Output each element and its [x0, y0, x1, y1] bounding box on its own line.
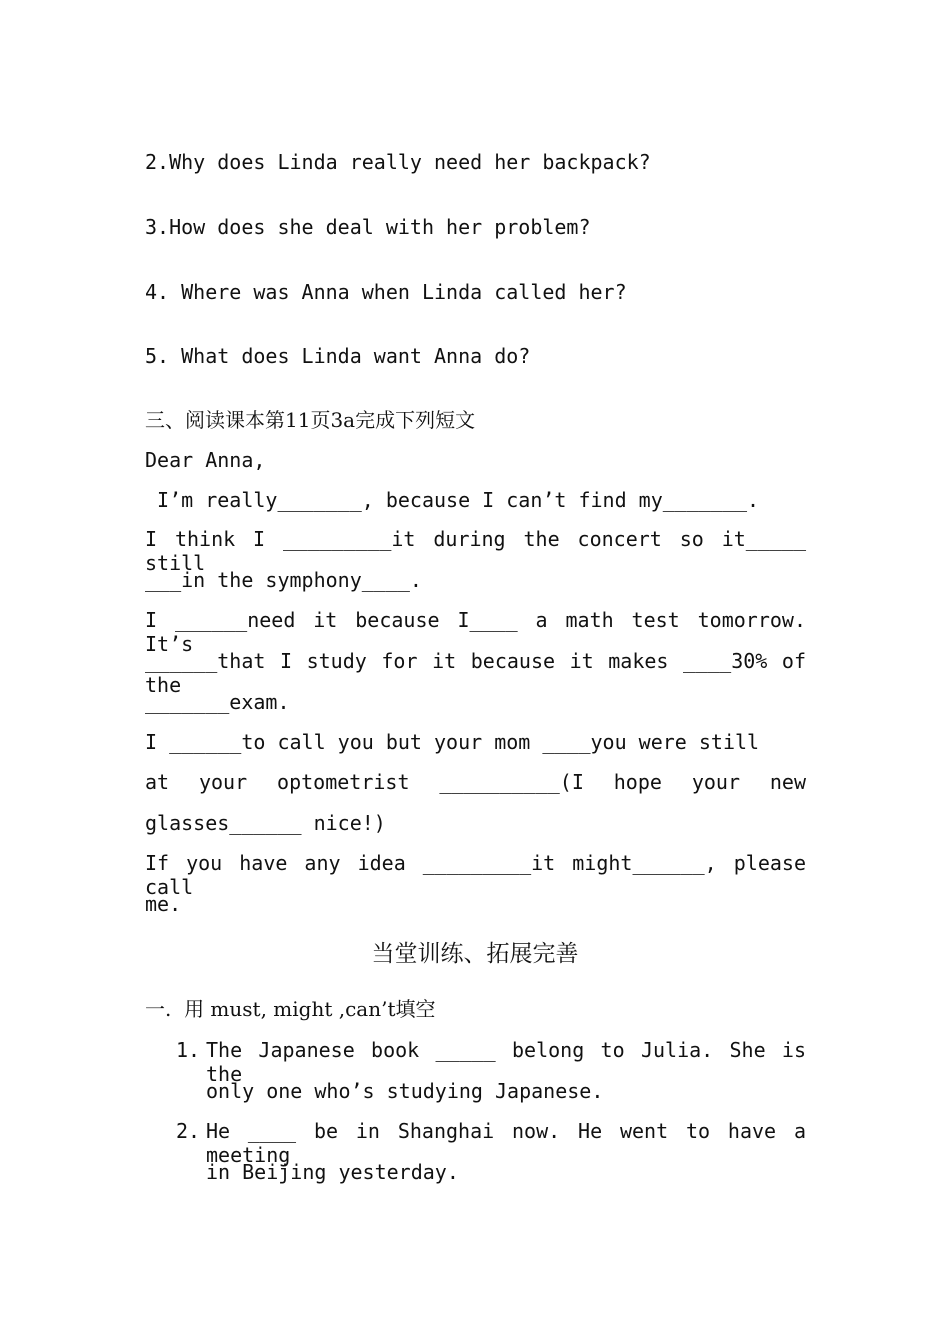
item-text: The Japanese book _____ belong to Julia. She is the [206, 1038, 806, 1086]
letter-greeting: Dear Anna, [145, 448, 266, 472]
item-text-continued: only one who’s studying Japanese. [206, 1079, 604, 1103]
letter-line: ______that I study for it because it makes ____30% of the [145, 649, 806, 697]
letter-line: If you have any idea _________it might______, please call [145, 851, 806, 899]
question-5: 5. What does Linda want Anna do? [145, 344, 531, 368]
letter-line: I ______need it because I____ a math test tomorrow. It’s [145, 608, 806, 656]
letter-line: I think I _________it during the concert so it_____ still [145, 527, 806, 575]
letter-line: I ______to call you but your mom ____you were still [145, 730, 760, 754]
letter-line: at your optometrist __________(I hope your new [145, 770, 806, 794]
section-3-title: 三、阅读课本第11页3a完成下列短文 [145, 408, 476, 432]
letter-line: ___in the symphony____. [145, 568, 422, 592]
item-text-continued: in Beijing yesterday. [206, 1160, 459, 1184]
letter-line: glasses______ nice!) [145, 811, 386, 835]
question-2: 2.Why does Linda really need her backpack? [145, 150, 651, 174]
letter-line: me. [145, 892, 182, 916]
question-3: 3.How does she deal with her problem? [145, 215, 591, 239]
practice-heading: 当堂训练、拓展完善 [371, 941, 579, 967]
letter-line: I’m really_______, because I can’t find my_______. [145, 488, 760, 512]
item-number: 2. [176, 1119, 201, 1143]
exercise-title: 一. 用 must, might ,can’t填空 [145, 997, 436, 1021]
question-4: 4. Where was Anna when Linda called her? [145, 280, 627, 304]
item-number: 1. [176, 1038, 201, 1062]
item-text: He ____ be in Shanghai now. He went to have a meeting [206, 1119, 806, 1167]
letter-line: _______exam. [145, 690, 290, 714]
